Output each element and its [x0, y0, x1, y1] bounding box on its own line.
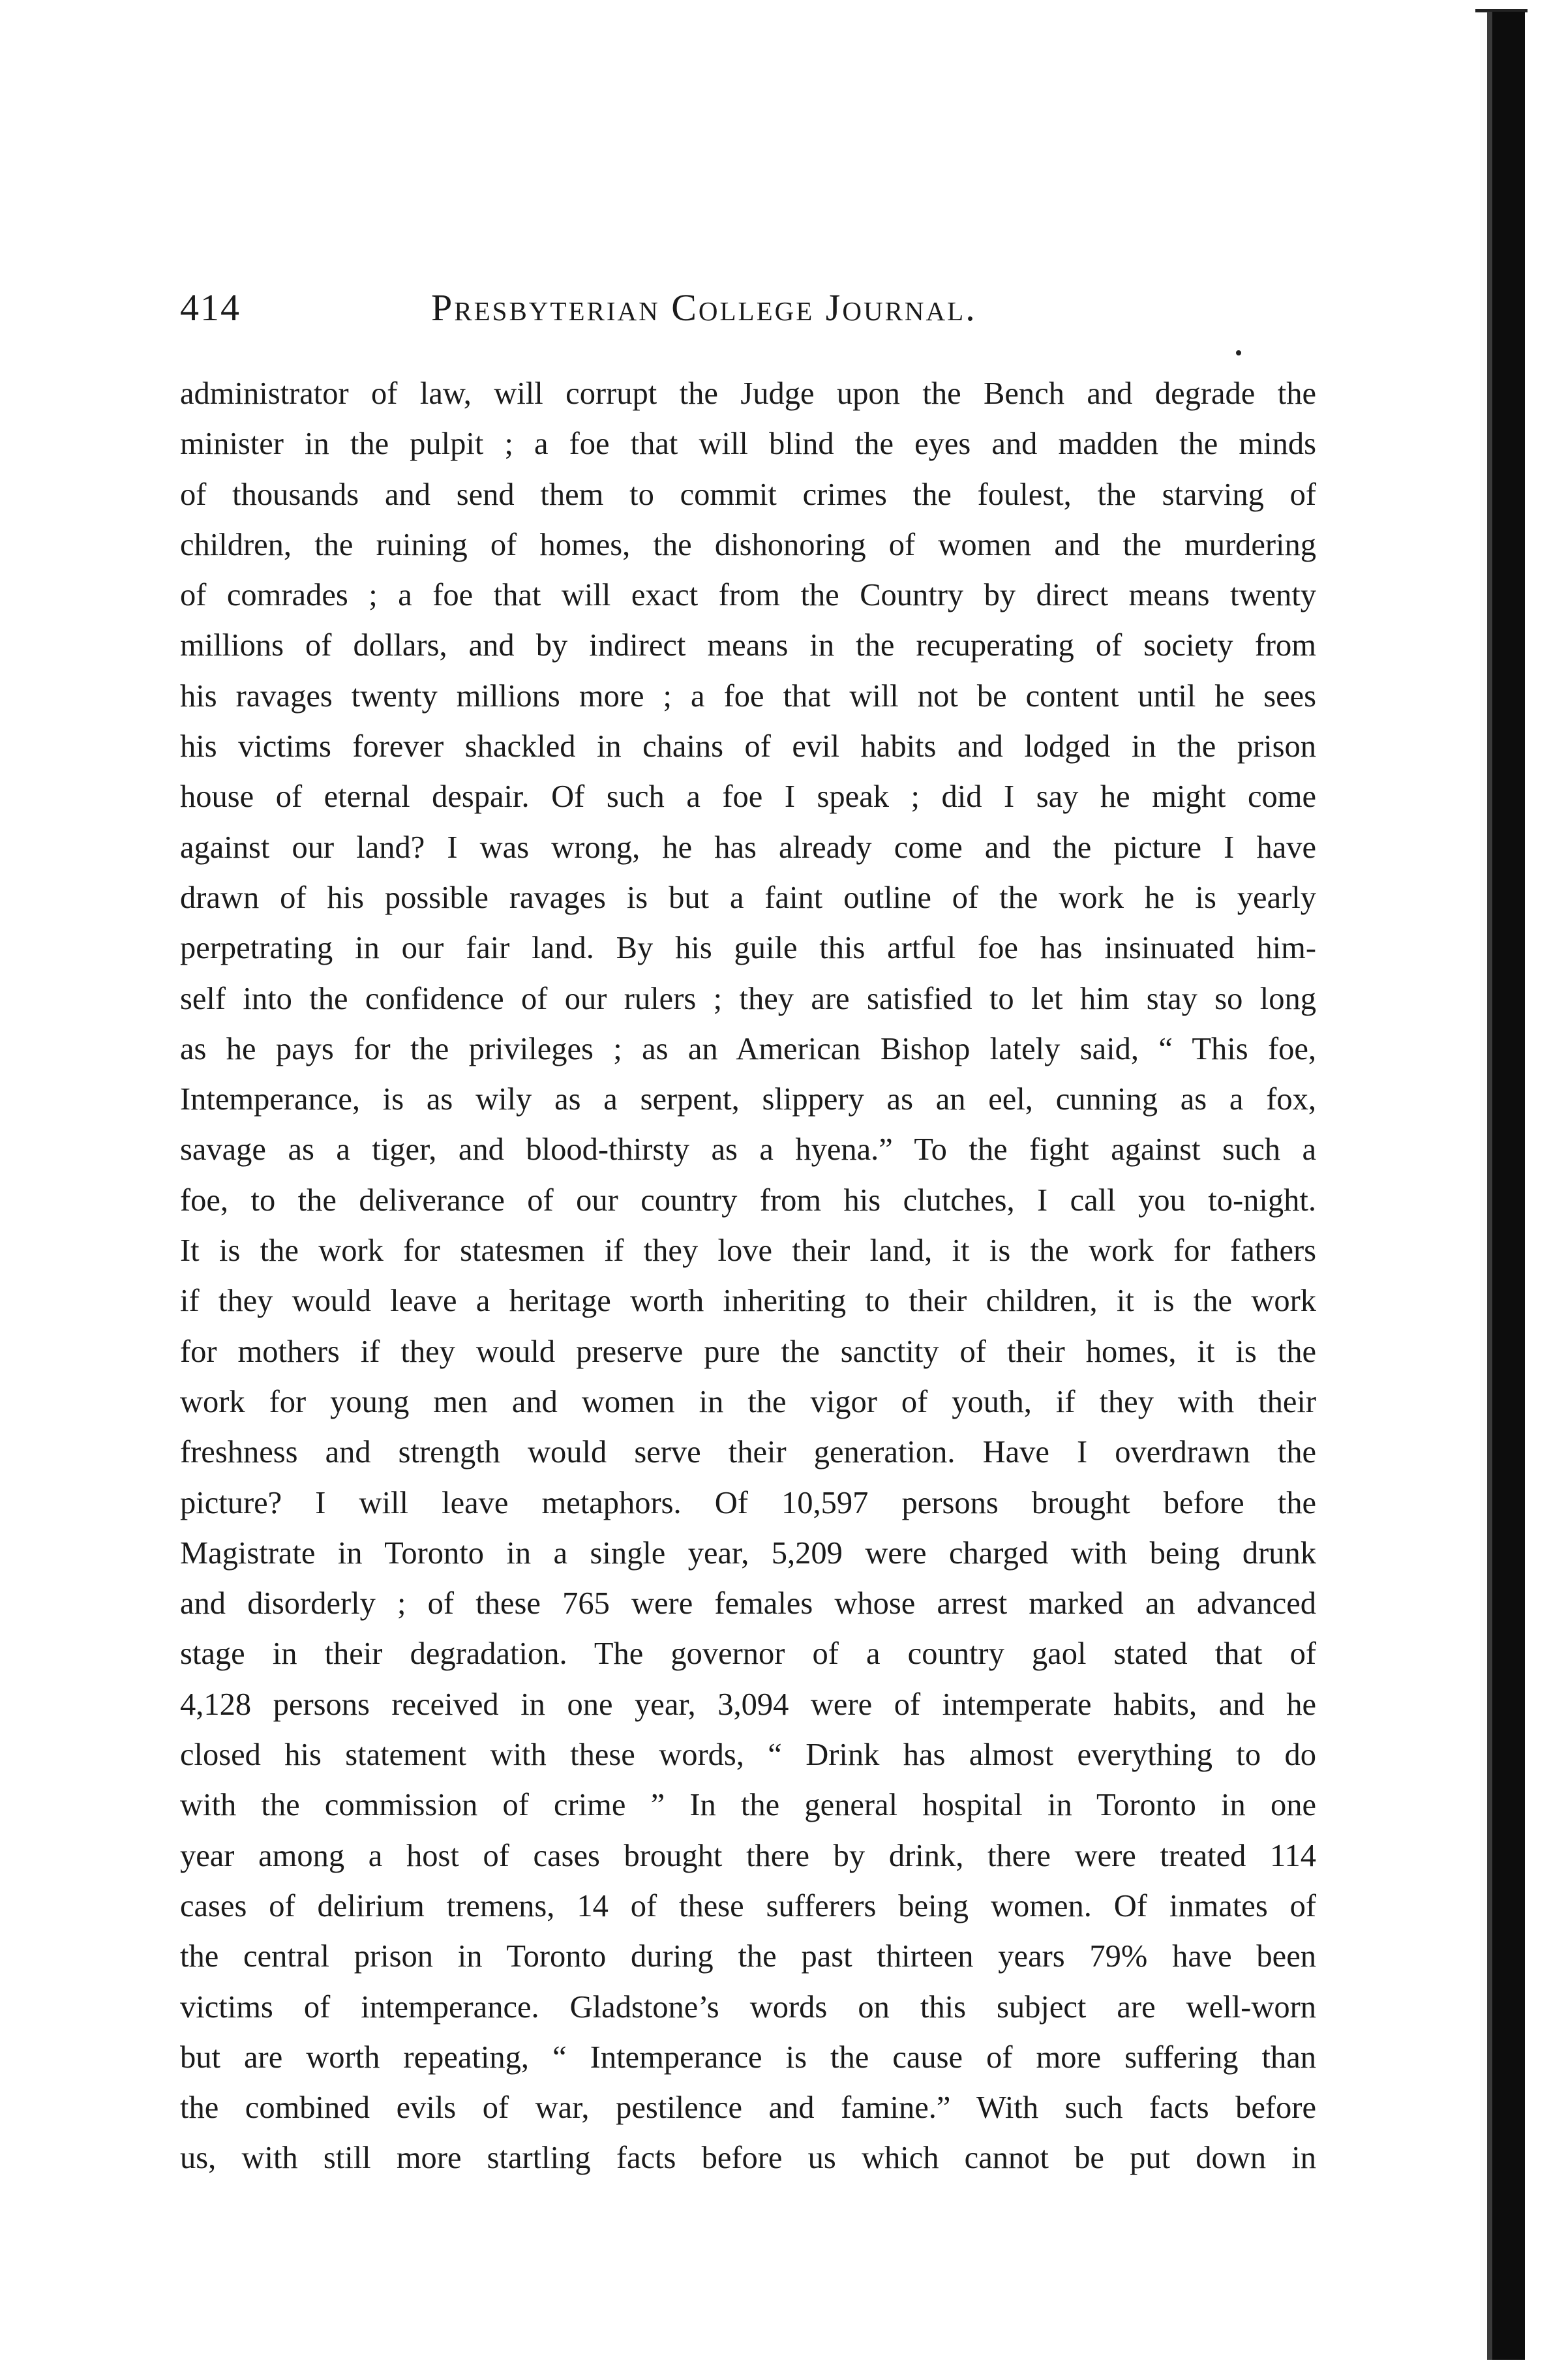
ink-speck: [1236, 350, 1241, 355]
text-line: minister in the pulpit ; a foe that will blind the eyes and madden the minds: [180, 427, 1316, 462]
text-line: year among a host of cases brought there by drink, there were treated 114: [180, 1838, 1316, 1873]
text-line: with the commission of crime ” In the general hospital in Toronto in one: [180, 1788, 1316, 1823]
text-line: perpetrating in our fair land. By his guile this artful foe has insinuated him-: [180, 931, 1316, 966]
text-line: freshness and strength would serve their generation. Have I overdrawn the: [180, 1435, 1316, 1470]
text-line: stage in their degradation. The governor of a country gaol stated that of: [180, 1636, 1316, 1672]
text-line: Intemperance, is as wily as a serpent, slippery as an eel, cunning as a fox,: [180, 1082, 1316, 1117]
text-line: savage as a tiger, and blood-thirsty as a hyena.” To the fight against such a: [180, 1132, 1316, 1167]
text-line: foe, to the deliverance of our country from his clutches, I call you to-night.: [180, 1182, 1316, 1218]
text-line: against our land? I was wrong, he has already come and the picture I have: [180, 830, 1316, 865]
text-line: if they would leave a heritage worth inheriting to their children, it is the work: [180, 1284, 1316, 1319]
text-line: It is the work for statesmen if they love their land, it is the work for fathers: [180, 1233, 1316, 1269]
text-line: house of eternal despair. Of such a foe I speak ; did I say he might come: [180, 779, 1316, 815]
page-number: 414: [180, 286, 241, 329]
text-line: of comrades ; a foe that will exact from the Country by direct means twenty: [180, 578, 1316, 613]
text-line: and disorderly ; of these 765 were females whose arrest marked an advanced: [180, 1586, 1316, 1621]
text-line: his victims forever shackled in chains of evil habits and lodged in the prison: [180, 729, 1316, 764]
text-line: Magistrate in Toronto in a single year, 5,209 were charged with being drunk: [180, 1535, 1316, 1571]
text-line: drawn of his possible ravages is but a faint outline of the work he is yearly: [180, 880, 1316, 915]
text-line: picture? I will leave metaphors. Of 10,597 persons brought before the: [180, 1485, 1316, 1520]
text-line: as he pays for the privileges ; as an American Bishop lately said, “ This foe,: [180, 1031, 1316, 1066]
body-text: [180, 369, 1316, 2184]
text-line: 4,128 persons received in one year, 3,094 were of intemperate habits, and he: [180, 1687, 1316, 1722]
text-line: self into the confidence of our rulers ; they are satisfied to let him stay so long: [180, 981, 1316, 1016]
text-line: victims of intemperance. Gladstone’s words on this subject are well-worn: [180, 1989, 1316, 2025]
text-line: closed his statement with these words, “ Drink has almost everything to do: [180, 1738, 1316, 1773]
text-line: the central prison in Toronto during the past thirteen years 79% have been: [180, 1939, 1316, 1974]
text-line: for mothers if they would preserve pure the sanctity of their homes, it is the: [180, 1334, 1316, 1369]
text-line: his ravages twenty millions more ; a foe that will not be content until he sees: [180, 678, 1316, 714]
text-line: administrator of law, will corrupt the Judge upon the Bench and degrade the: [180, 376, 1316, 411]
page-header: [180, 282, 1328, 334]
text-line: but are worth repeating, “ Intemperance is the cause of more suffering than: [180, 2040, 1316, 2075]
running-title: Presbyterian College Journal.: [431, 286, 977, 329]
text-line: millions of dollars, and by indirect means in the recuperating of society from: [180, 628, 1316, 663]
text-line: work for young men and women in the vigor of youth, if they with their: [180, 1384, 1316, 1419]
text-line: us, with still more startling facts before us which cannot be put down in: [180, 2141, 1316, 2176]
text-line: cases of delirium tremens, 14 of these sufferers being women. Of inmates of: [180, 1888, 1316, 1923]
text-line: of thousands and send them to commit crimes the foulest, the starving of: [180, 477, 1316, 512]
page-edge-bar: [1492, 12, 1525, 2360]
text-line: children, the ruining of homes, the dishonoring of women and the murdering: [180, 527, 1316, 562]
text-line: the combined evils of war, pestilence and famine.” With such facts before: [180, 2090, 1316, 2126]
